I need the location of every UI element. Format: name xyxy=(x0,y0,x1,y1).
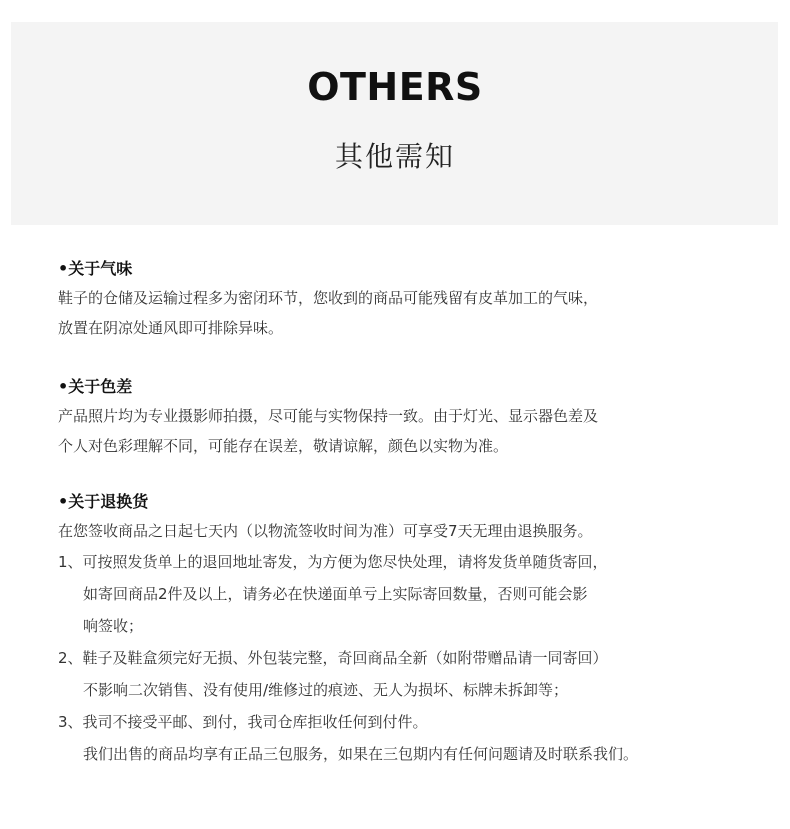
paragraph-line: 产品照片均为专业摄影师拍摄，尽可能与实物保持一致。由于灯光、显示器色差及 xyxy=(58,407,599,425)
list-item-continuation: 不影响二次销售、没有使用/维修过的痕迹、无人为损坏、标牌未拆卸等； xyxy=(83,681,569,699)
section-heading: •关于退换货 xyxy=(58,492,149,511)
returns-intro: 在您签收商品之日起七天内（以物流签收时间为准）可享受7天无理由退换服务。 xyxy=(58,522,593,540)
section-heading: •关于气味 xyxy=(58,259,133,278)
page-title-en: OTHERS xyxy=(307,65,483,109)
page-title-cn: 其他需知 xyxy=(334,140,455,173)
section-heading: •关于色差 xyxy=(58,377,133,396)
paragraph-line: 个人对色彩理解不同，可能存在误差，敬请谅解，颜色以实物为准。 xyxy=(58,437,509,455)
list-item-continuation: 如寄回商品2件及以上，请务必在快递面单亏上实际寄回数量，否则可能会影 xyxy=(83,585,588,603)
list-item: 2、鞋子及鞋盒须完好无损、外包装完整，奇回商品全新（如附带赠品请一同寄回） xyxy=(58,649,608,667)
paragraph-line: 放置在阴凉处通风即可排除异味。 xyxy=(58,319,284,337)
list-item: 1、可按照发货单上的退回地址寄发，为方便为您尽快处理，请将发货单随货寄回， xyxy=(58,553,608,571)
paragraph-line: 鞋子的仓储及运输过程多为密闭环节，您收到的商品可能残留有皮革加工的气味， xyxy=(58,289,599,307)
list-item: 3、我司不接受平邮、到付，我司仓库拒收任何到付件。 xyxy=(58,713,428,731)
section-smell xyxy=(58,258,758,343)
section-color xyxy=(58,376,758,461)
section-returns xyxy=(58,491,758,770)
list-item-continuation: 我们出售的商品均享有正品三包服务，如果在三包期内有任何问题请及时联系我们。 xyxy=(83,745,639,763)
list-item-continuation: 响签收； xyxy=(83,617,144,635)
